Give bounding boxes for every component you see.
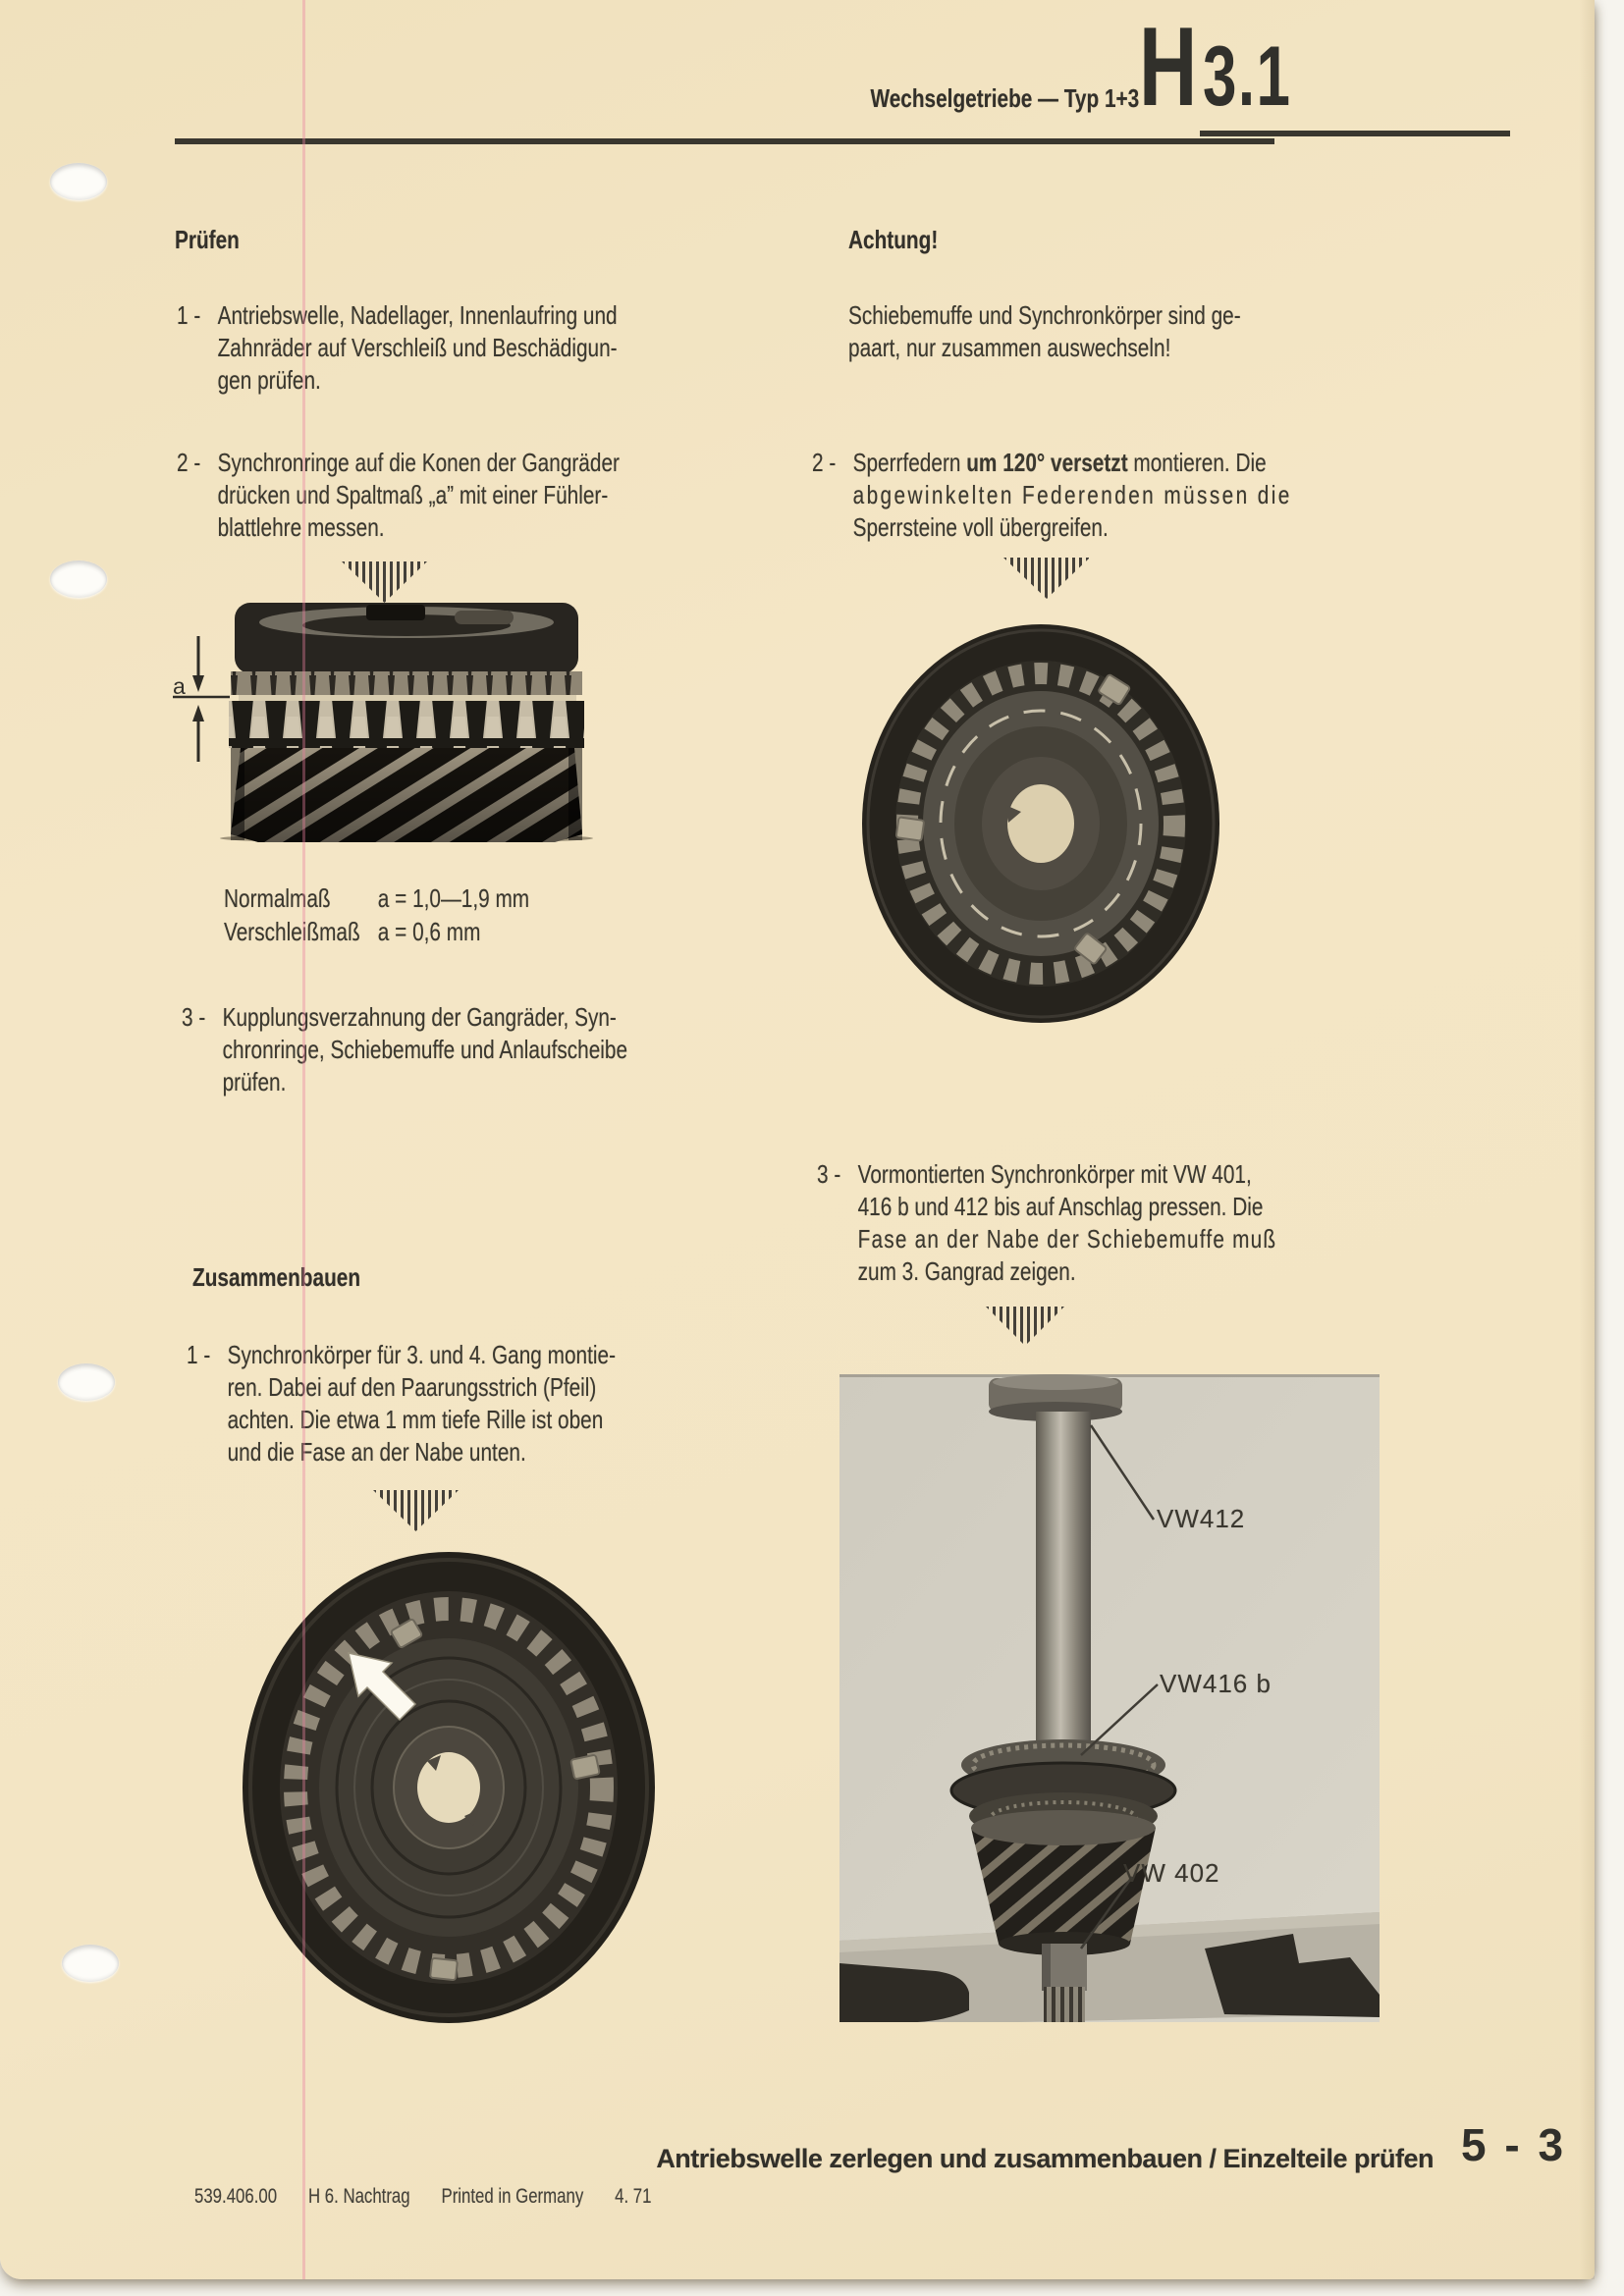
- list-item-zusammenbauen-1: [187, 1339, 616, 1468]
- header-rule: [175, 138, 1274, 144]
- tool-label-vw402: VW 402: [1123, 1858, 1220, 1888]
- photo-pointer-icon: [342, 561, 427, 603]
- dimension-label: a: [173, 673, 186, 699]
- heading-achtung: Achtung!: [848, 225, 939, 254]
- measurement-value: a = 1,0—1,9 mm: [377, 883, 530, 913]
- measurement-label: Verschleißmaß: [224, 917, 360, 946]
- text-segment: Sperrfedern: [852, 448, 967, 477]
- measurement-value: a = 0,6 mm: [377, 917, 481, 946]
- text-line: Synchronkörper für 3. und 4. Gang montie-: [227, 1340, 617, 1369]
- tool-label-vw412: VW412: [1157, 1504, 1246, 1533]
- text-line: Zahnräder auf Verschleiß und Beschädigun-: [217, 333, 618, 362]
- item-number: 3 -: [817, 1159, 841, 1189]
- section-code: [1139, 5, 1292, 130]
- item-number: 2 -: [812, 448, 837, 477]
- text-line: gen prüfen.: [217, 365, 321, 395]
- text-line: achten. Die etwa 1 mm tiefe Rille ist oben: [227, 1405, 604, 1434]
- item-number: 1 -: [187, 1340, 211, 1369]
- text-line: Fase an der Nabe der Schiebemuffe muß: [857, 1224, 1277, 1254]
- list-item-pruefen-1: [177, 299, 618, 397]
- text-line: [853, 447, 1292, 479]
- punch-hole: [62, 1945, 119, 1982]
- text-line: und die Fase an der Nabe unten.: [227, 1437, 526, 1467]
- heading-pruefen: Prüfen: [175, 225, 240, 254]
- page-title: Wechselgetriebe — Typ 1+3: [870, 83, 1139, 113]
- heading-zusammenbauen: Zusammenbauen: [192, 1262, 361, 1292]
- text-line: abgewinkelten Federenden müssen die: [852, 480, 1292, 509]
- text-line: ren. Dabei auf den Paarungsstrich (Pfeil): [227, 1372, 597, 1402]
- emphasized-text: um 120° versetzt: [966, 448, 1128, 477]
- text-line: blattlehre messen.: [217, 512, 385, 542]
- list-item-pruefen-2: [177, 447, 620, 544]
- measurement-row: [224, 881, 529, 915]
- list-item-achtung-2: [812, 447, 1292, 544]
- punch-hole: [50, 561, 107, 598]
- punch-hole: [50, 163, 107, 200]
- text-line: Schiebemuffe und Synchronkörper sind ge-: [848, 300, 1241, 330]
- item-text: [858, 1158, 1277, 1288]
- list-item-pruefen-3: [182, 1001, 627, 1098]
- punch-hole: [58, 1363, 115, 1401]
- page-number: 5 - 3: [1461, 2119, 1567, 2170]
- scan-artifact-line: [302, 0, 305, 2279]
- order-number: 539.406.00: [194, 2185, 278, 2208]
- measurement-table: [224, 881, 529, 948]
- text-line: Antriebswelle, Nadellager, Innenlaufring und: [217, 300, 618, 330]
- supplement-note: H 6. Nachtrag: [307, 2185, 410, 2208]
- tool-label-vw416b: VW416 b: [1160, 1669, 1272, 1698]
- printed-note: Printed in Germany: [441, 2185, 584, 2208]
- text-segment: montieren. Die: [1127, 448, 1267, 477]
- item-text: [218, 447, 620, 544]
- photo-pointer-icon: [1003, 558, 1090, 599]
- text-line: Kupplungsverzahnung der Gangräder, Syn-: [222, 1002, 617, 1032]
- item-text: [853, 447, 1292, 544]
- text-line: Vormontierten Synchronkörper mit VW 401,: [857, 1159, 1252, 1189]
- text-line: chronringe, Schiebemuffe und Anlaufscheibe: [222, 1035, 628, 1064]
- measurement-row: [224, 915, 529, 948]
- text-line: prüfen.: [222, 1067, 287, 1096]
- item-number: 3 -: [182, 1002, 206, 1032]
- measurement-label: Normalmaß: [224, 883, 331, 913]
- section-letter: H: [1139, 5, 1198, 130]
- item-number: 1 -: [177, 300, 201, 330]
- photo-pointer-icon: [373, 1490, 459, 1531]
- warning-note: [848, 299, 1241, 364]
- gear-side-view-photo: [209, 599, 604, 842]
- item-number: 2 -: [177, 448, 201, 477]
- item-text: [228, 1339, 616, 1468]
- text-line: Synchronringe auf die Konen der Gangräder: [217, 448, 620, 477]
- section-code-underline: [1200, 131, 1510, 136]
- synchro-hub-photo: [860, 622, 1221, 1025]
- text-line: drücken und Spaltmaß „a” mit einer Fühler-: [217, 480, 609, 509]
- item-text: [218, 299, 618, 397]
- imprint-line: [194, 2185, 678, 2209]
- text-line: 416 b und 412 bis auf Anschlag pressen. Die: [857, 1192, 1264, 1221]
- press-assembly-photo: [839, 1374, 1380, 2022]
- footer-title: Antriebswelle zerlegen und zusammenbauen / Einzelteile prüfen: [656, 2144, 1434, 2173]
- list-item-zusammenbauen-3: [817, 1158, 1276, 1288]
- text-line: zum 3. Gangrad zeigen.: [857, 1256, 1076, 1286]
- item-text: [223, 1001, 627, 1098]
- text-line: paart, nur zusammen auswechseln!: [848, 333, 1171, 362]
- photo-pointer-icon: [986, 1307, 1064, 1346]
- print-date: 4. 71: [615, 2185, 652, 2208]
- dimension-arrow-icon: [165, 636, 234, 764]
- section-number: 3.1: [1203, 29, 1292, 124]
- text-line: Sperrsteine voll übergreifen.: [852, 512, 1109, 542]
